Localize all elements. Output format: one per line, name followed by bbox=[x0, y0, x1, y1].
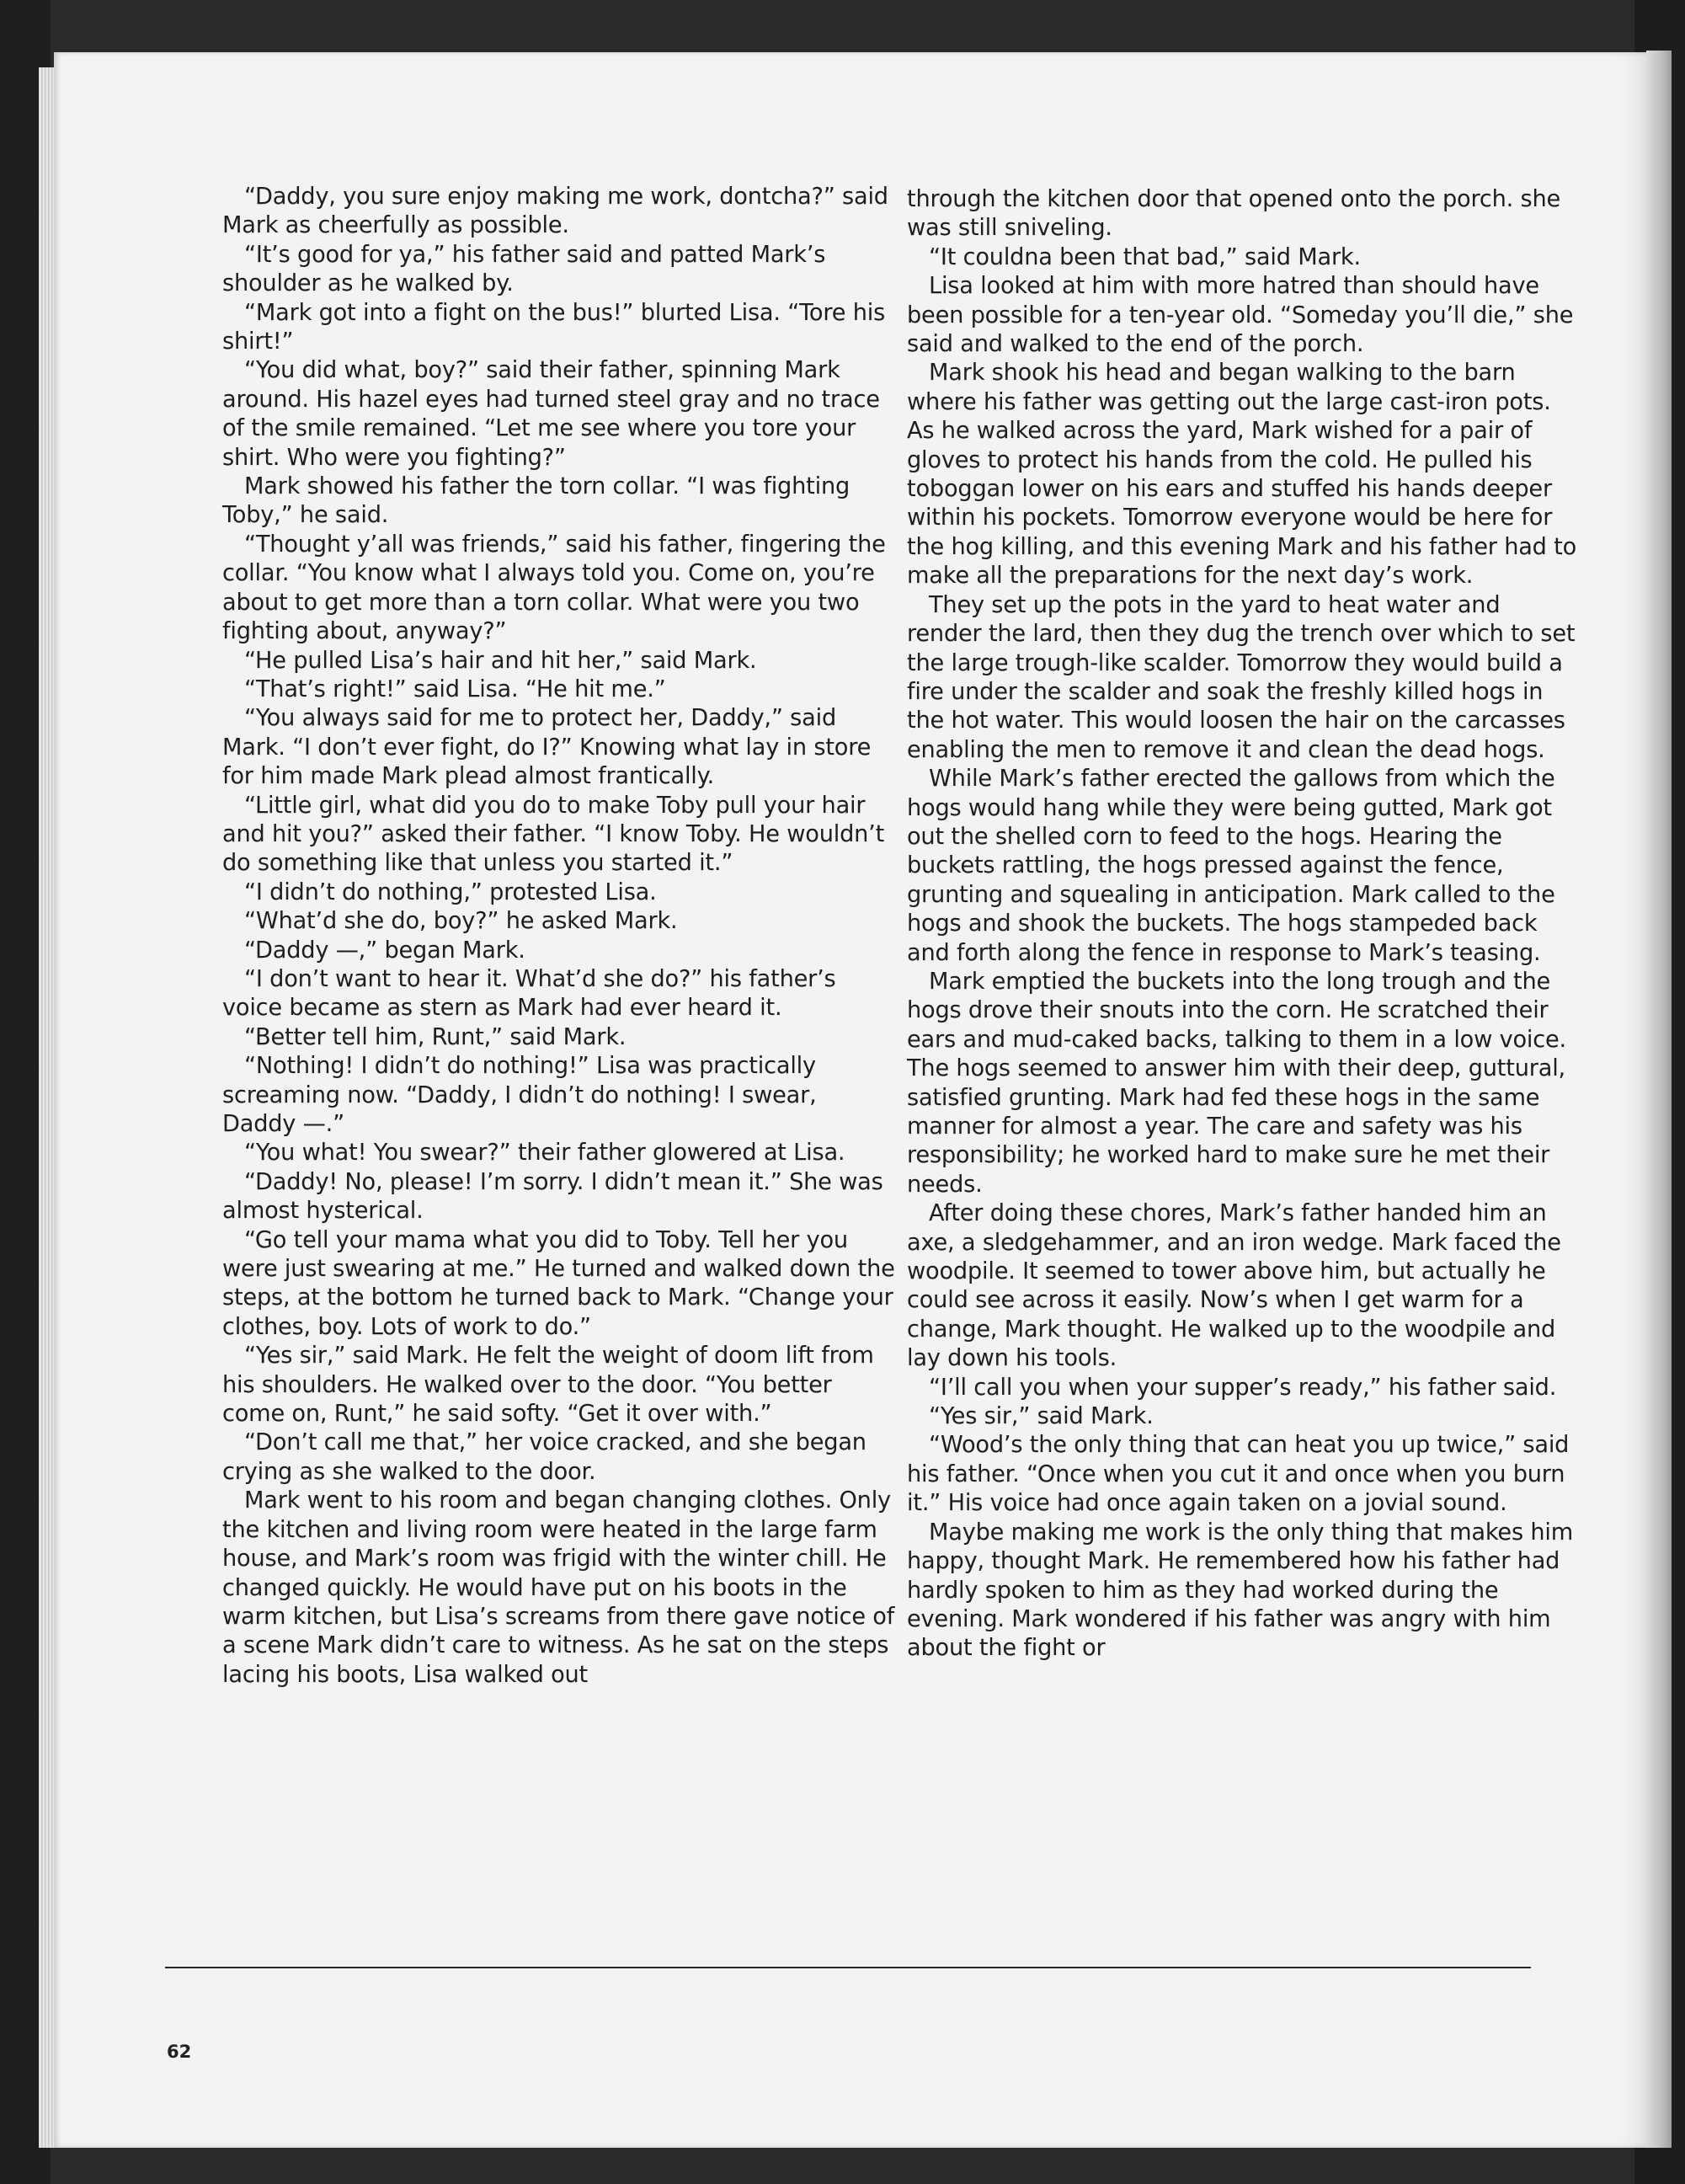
right-text-column bbox=[907, 185, 1581, 1663]
paragraph: “You what! You swear?” their father glowered at Lisa. bbox=[244, 1140, 845, 1167]
paragraph: “Daddy, you sure enjoy making me work, dontcha?” said Mark as cheerfully as possible. bbox=[222, 184, 888, 239]
paragraph-continuation: through the kitchen door that opened onto the porch. she was still sniveling. bbox=[907, 186, 1561, 242]
paragraph: Mark emptied the buckets into the long trough and the hogs drove their snouts into the corn. He scratched their ears and mud-caked backs, talking to them in a low voice. The hogs seemed to answer him with their deep, guttural, satisfied grunting. Mark had fed these hogs in the same manner for almost a year. The care and safety was his responsibility; he worked hard to make sure he met their needs. bbox=[907, 968, 1566, 1198]
left-text-column bbox=[222, 183, 896, 1690]
paragraph: “He pulled Lisa’s hair and hit her,” said Mark. bbox=[244, 647, 757, 674]
paragraph: “Daddy —,” began Mark. bbox=[244, 937, 525, 964]
page-curl-edge bbox=[1646, 51, 1672, 2148]
paragraph: “Wood’s the only thing that can heat you up twice,” said his father. “Once when you cut it and once when you burn it.” His voice had once again taken on a jovial sound. bbox=[907, 1432, 1570, 1517]
paragraph: “Nothing! I didn’t do nothing!” Lisa was practically screaming now. “Daddy, I didn’t do nothing! I swear, Daddy —.” bbox=[222, 1053, 817, 1137]
paragraph: Mark shook his head and began walking to the barn where his father was getting out the large cast-iron pots. As he walked across the yard, Mark wished for a pair of gloves to protect his hands from the cold. He pulled his toboggan lower on his ears and stuffed his hands deeper within his pockets. Tomorrow everyone would be here for the hog killing, and this evening Mark and his father had to make all the preparations for the next day’s work. bbox=[907, 360, 1577, 590]
paragraph: “You did what, boy?” said their father, spinning Mark around. His hazel eyes had turned steel gray and no trace of the smile remained. “Let me see where you tore your shirt. Who were you fighting?” bbox=[222, 357, 880, 471]
paragraph: While Mark’s father erected the gallows from which the hogs would hang while they were being gutted, Mark got out the shelled corn to feed to the hogs. Hearing the buckets rattling, the hogs pressed against the fence, grunting and squealing in anticipation. Mark called to the hogs and shook the buckets. The hogs stampeded back and forth along the fence in response to Mark’s teasing. bbox=[907, 766, 1555, 966]
paragraph: Maybe making me work is the only thing that makes him happy, thought Mark. He remembered how his father had hardly spoken to him as they had worked during the evening. Mark wondered if his father was angry with him about the fight or bbox=[907, 1519, 1574, 1662]
paragraph: After doing these chores, Mark’s father handed him an axe, a sledgehammer, and an iron wedge. Mark faced the woodpile. It seemed to tower above him, but actually he could see across it easily. Now’s when I get warm for a change, Mark thought. He walked up to the woodpile and lay down his tools. bbox=[907, 1200, 1561, 1372]
paragraph: “You always said for me to protect her, Daddy,” said Mark. “I don’t ever fight, do I?” Knowing what lay in store for him made Mark plead almost frantically. bbox=[222, 705, 872, 790]
book-page bbox=[54, 52, 1654, 2148]
paragraph: “Don’t call me that,” her voice cracked, and she began crying as she walked to the door. bbox=[222, 1429, 866, 1485]
paragraph: “Yes sir,” said Mark. bbox=[929, 1403, 1154, 1430]
paragraph: “It couldna been that bad,” said Mark. bbox=[929, 243, 1361, 270]
paragraph: Mark went to his room and began changing clothes. Only the kitchen and living room were heated in the large farm house, and Mark’s room was frigid with the winter chill. He changed quickly. He would have put on his boots in the warm kitchen, but Lisa’s screams from there gave notice of a scene Mark didn’t care to witness. As he sat on the steps lacing his boots, Lisa walked out bbox=[222, 1487, 895, 1688]
paragraph: “Daddy! No, please! I’m sorry. I didn’t mean it.” She was almost hysterical. bbox=[222, 1168, 883, 1225]
paragraph: Mark showed his father the torn collar. “I was fighting Toby,” he said. bbox=[222, 473, 850, 529]
paragraph: “That’s right!” said Lisa. “He hit me.” bbox=[244, 675, 666, 702]
paragraph: “I don’t want to hear it. What’d she do?” his father’s voice became as stern as Mark had ever heard it. bbox=[222, 965, 836, 1022]
page-number: 62 bbox=[167, 2042, 192, 2062]
paragraph: They set up the pots in the yard to heat water and render the lard, then they dug the trench over which to set the large trough-like scalder. Tomorrow they would build a fire under the scalder and soak the freshly killed hogs in the hot water. This would loosen the hair on the carcasses enabling the men to remove it and clean the dead hogs. bbox=[907, 591, 1576, 763]
paragraph: “Thought y’all was friends,” said his father, fingering the collar. “You know what I always told you. Come on, you’re about to get more than a torn collar. What were you two fighting about, anyway?” bbox=[222, 531, 886, 645]
paragraph: “Mark got into a fight on the bus!” blurted Lisa. “Tore his shirt!” bbox=[222, 299, 886, 355]
paragraph: Lisa looked at him with more hatred than should have been possible for a ten-year old. “Someday you’ll die,” she said and walked to the end of the porch. bbox=[907, 273, 1574, 358]
paragraph: “It’s good for ya,” his father said and patted Mark’s shoulder as he walked by. bbox=[222, 241, 826, 297]
footer-rule bbox=[165, 1967, 1531, 1968]
paragraph: “Better tell him, Runt,” said Mark. bbox=[244, 1023, 627, 1050]
paragraph: “Little girl, what did you do to make Toby pull your hair and hit you?” asked their father. “I know Toby. He wouldn’t do something like that unless you started it.” bbox=[222, 792, 885, 877]
paragraph: “Yes sir,” said Mark. He felt the weight of doom lift from his shoulders. He walked over to the door. “You better come on, Runt,” he said softy. “Get it over with.” bbox=[222, 1343, 874, 1428]
paragraph: “What’d she do, boy?” he asked Mark. bbox=[244, 908, 678, 935]
paragraph: “I didn’t do nothing,” protested Lisa. bbox=[244, 878, 657, 905]
paragraph: “Go tell your mama what you did to Toby. Tell her you were just swearing at me.” He turned and walked down the steps, at the bottom he turned back to Mark. “Change your clothes, boy. Lots of work to do.” bbox=[222, 1226, 895, 1340]
paragraph: “I’ll call you when your supper’s ready,” his father said. bbox=[929, 1374, 1557, 1401]
